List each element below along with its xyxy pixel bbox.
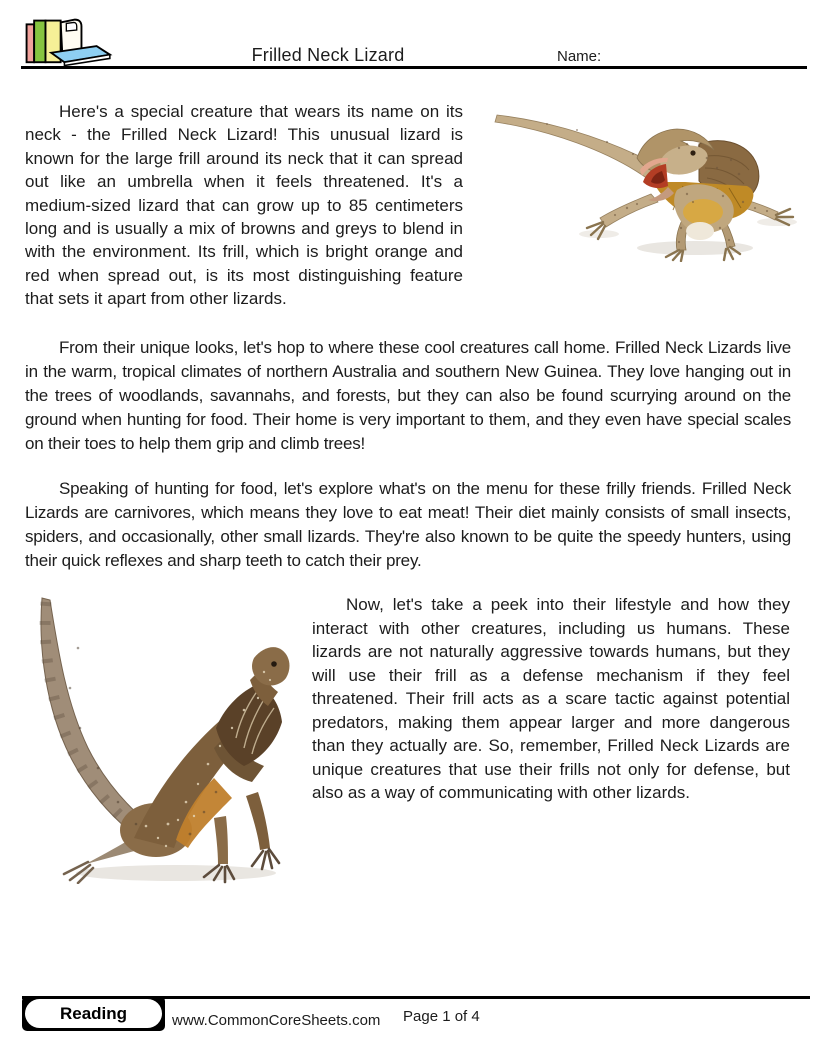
paragraph-behavior: Now, let's take a peek into their lifestyle and how they interact with other creatures, including us humans. These lizards are not naturally aggressive towards humans, but they will use their frill as a defense mechanism if they feel threatened. Their frill acts as a scare tactic against potential predators, making them appear larger and more dangerous than they actually are. So, remember, Frilled Neck Lizards are unique creatures that use their frills not only for defense, but also as a way of communicating with other lizards. bbox=[312, 595, 790, 802]
paragraph-diet: Speaking of hunting for food, let's explore what's on the menu for these frilly friends. Frilled Neck Lizards are carnivores, which means they love to eat meat! Their diet mainly consists of small insects, spiders, and occasionally, other small lizards. They're also known to be quite the speedy hunters, using their quick reflexes and sharp teeth to catch their prey. bbox=[25, 479, 791, 570]
paragraph-habitat: From their unique looks, let's hop to where these cool creatures call home. Frilled Neck Lizards live in the warm, tropical climates of northern Australia and southern New Guinea. They love hanging out in the trees of woodlands, savannahs, and forests, but they can also be found scurrying around on the ground when hunting for food. Their home is very important to them, and they even have special scales on their toes to help them grip and climb trees! bbox=[25, 338, 791, 453]
paragraph-intro: Here's a special creature that wears its name on its neck - the Frilled Neck Lizard! This unusual lizard is known for the large frill around its neck that it can spread out like an umbrella when it feels threatened. It's a medium-sized lizard that can grow up to 85 centimeters long and is usually a mix of browns and greys to blend in with the environment. Its frill, which is bright orange and red when spread out, is its most distinguishing feature that sets it apart from other lizards. bbox=[25, 102, 463, 309]
lizard-standing-illustration bbox=[18, 588, 303, 884]
books-icon bbox=[22, 13, 122, 66]
header-rule bbox=[21, 66, 807, 69]
website-text: www.CommonCoreSheets.com bbox=[172, 1012, 381, 1029]
page-title: Frilled Neck Lizard bbox=[251, 45, 405, 65]
frilled-lizard-photo-top-right bbox=[487, 98, 805, 262]
name-label: Name: bbox=[557, 48, 602, 65]
lizard-frill-spread-illustration bbox=[487, 98, 805, 262]
page-indicator: Page 1 of 4 bbox=[403, 1008, 480, 1025]
frilled-lizard-photo-bottom-left bbox=[18, 588, 303, 884]
reading-badge-label: Reading bbox=[25, 999, 162, 1028]
reading-badge bbox=[22, 996, 165, 1031]
